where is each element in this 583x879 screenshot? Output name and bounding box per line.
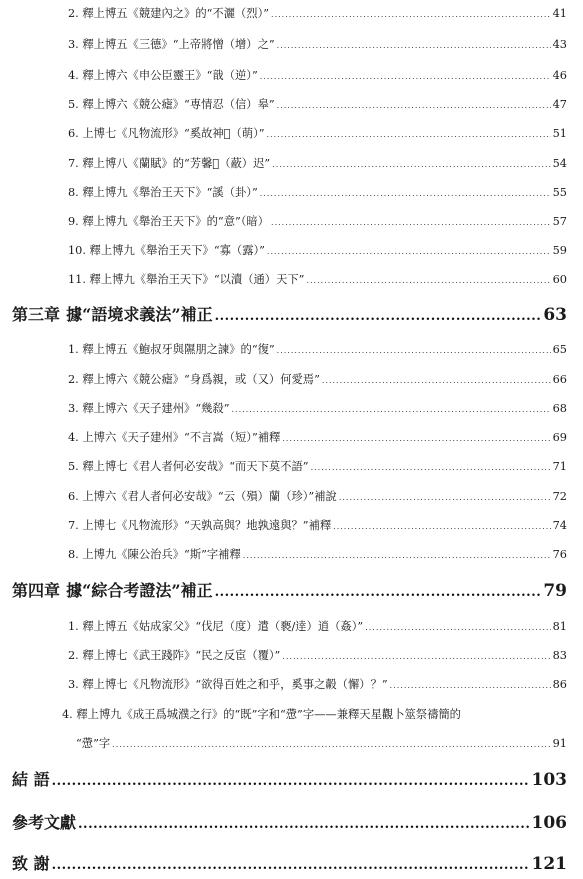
chapter-number: 第三章 [12,305,61,324]
backmatter-heading [12,767,567,790]
dot-leader [267,130,551,139]
toc-entry-wrapped-second-line [76,735,567,751]
entry-title: 4. 上博六《天子建州》“不言嵩（短）”補釋 [68,431,281,444]
chapter-heading [12,578,567,601]
dot-leader [365,623,550,632]
toc-entry [68,546,567,562]
dot-leader [322,376,551,385]
dot-leader [390,681,551,690]
entry-title: 3. 釋上博五《三德》“上帝將憎（增）之” [68,38,275,51]
page-number: 63 [543,305,567,325]
toc-entry [68,67,567,83]
page-number: 46 [552,69,567,82]
dot-leader [78,817,529,832]
dot-leader [277,346,551,355]
page-number: 86 [552,678,567,691]
toc-entry [68,458,567,474]
toc-entry [68,96,567,112]
chapter-title: 據“綜合考證法”補正 [66,581,213,600]
toc-entry [68,341,567,357]
entry-title: 6. 上博七《凡物流形》“奚故神𦫭（萌）” [68,127,265,140]
entry-title: 2. 釋上博六《競公瘧》“身爲親，或（又）何愛焉” [68,373,320,386]
entry-title: 5. 釋上博七《君人者何必安哉》“而天下莫不語” [68,460,309,473]
entry-title: 11. 釋上博九《舉治王天下》“以瀆（通）天下” [68,273,305,286]
entry-title-continued: “慸”字 [76,737,111,750]
dot-leader [277,101,551,110]
toc-entry-wrapped-first-line [62,706,567,722]
section-title: 致 謝 [12,854,50,873]
toc-entry [68,488,567,504]
page-number: 76 [552,548,567,561]
entry-title: 1. 釋上博五《鮑叔牙與隰朋之諫》的“復” [68,343,275,356]
entry-title: 8. 上博九《陳公治兵》“斯”字補釋 [68,548,241,561]
dot-leader [52,858,530,873]
entry-title: 4. 釋上博九《成王爲城濮之行》的“既”字和“慸”字——兼釋天星觀卜筮祭禱簡的 [62,708,461,721]
dot-leader [333,522,550,531]
entry-title: 2. 釋上博五《競建內之》的“不灑（烈）” [68,7,270,20]
toc-entry [68,213,567,229]
dot-leader [282,652,550,661]
page-number: 106 [531,813,567,833]
entry-title: 4. 釋上博六《申公臣靈王》“戠（逆）” [68,69,258,82]
page-number: 71 [552,460,567,473]
entry-title: 7. 上博七《凡物流形》“天孰高與？地孰遠與？”補釋 [68,519,332,532]
entry-title: 8. 釋上博九《舉治王天下》“謑（卦）” [68,186,258,199]
section-title: 結 語 [12,770,50,789]
dot-leader [112,740,550,749]
page-number: 51 [552,127,567,140]
entry-title: 1. 釋上博五《姑成家父》“伐尼（度）遣（褻/逹）逍（姦）” [68,620,364,633]
page-number: 69 [552,431,567,444]
page-number: 81 [552,620,567,633]
page-number: 91 [552,737,567,750]
section-title: 參考文獻 [12,813,77,832]
entry-title: 7. 釋上博八《蘭賦》的“芳馨𦫭（蔽）迟” [68,157,271,170]
toc-entry [68,371,567,387]
toc-entry [68,184,567,200]
toc-entry [68,676,567,692]
dot-leader [215,585,542,600]
page-number: 121 [531,854,567,874]
toc-entry [68,429,567,445]
entry-title: 5. 釋上博六《競公瘧》“専情忍（信）皋” [68,98,275,111]
entry-title: 6. 上博六《君人者何必安哉》“云（殞）蘭（珍）”補說 [68,490,337,503]
backmatter-heading [12,810,567,833]
dot-leader [260,189,551,198]
toc-entry [68,155,567,171]
toc-entry [68,5,567,21]
page-number: 65 [552,343,567,356]
toc-entry [68,517,567,533]
entry-title: 3. 釋上博六《天子建州》“幾殺” [68,402,230,415]
dot-leader [339,493,551,502]
chapter-heading [12,302,567,325]
dot-leader [215,309,542,324]
dot-leader [231,405,550,414]
backmatter-heading [12,851,567,874]
page-number: 55 [552,186,567,199]
dot-leader [267,247,551,256]
dot-leader [243,551,551,560]
entry-title: 3. 釋上博七《凡物流形》“欲得百姓之和乎，奚事之㲉（懈）？” [68,678,388,691]
dot-leader [52,774,530,789]
dot-leader [306,276,550,285]
page-number: 57 [552,215,567,228]
page-number: 47 [552,98,567,111]
entry-title: 9. 釋上博九《舉治王天下》的“意”（暗） [68,215,270,228]
chapter-title: 據“語境求義法”補正 [66,305,213,324]
dot-leader [271,10,551,19]
page-number: 66 [552,373,567,386]
dot-leader [271,218,551,227]
toc-entry [68,271,567,287]
entry-title: 2. 釋上博七《武王踐阼》“民之反宦（覆）” [68,649,281,662]
dot-leader [282,434,550,443]
dot-leader [272,160,550,169]
dot-leader [277,41,551,50]
page-number: 60 [552,273,567,286]
dot-leader [311,463,551,472]
toc-entry [68,125,567,141]
page-number: 43 [552,38,567,51]
page-number: 72 [552,490,567,503]
page-number: 103 [531,770,567,790]
entry-title: 10. 釋上博九《舉治王天下》“寡（露）” [68,244,265,257]
page-number: 54 [552,157,567,170]
page-number: 74 [552,519,567,532]
toc-entry [68,618,567,634]
dot-leader [260,72,551,81]
page-number: 59 [552,244,567,257]
toc-entry [68,36,567,52]
chapter-number: 第四章 [12,581,61,600]
page-number: 68 [552,402,567,415]
page-number: 83 [552,649,567,662]
page-number: 41 [552,7,567,20]
toc-entry [68,242,567,258]
toc-entry [68,647,567,663]
page-number: 79 [543,581,567,601]
toc-entry [68,400,567,416]
